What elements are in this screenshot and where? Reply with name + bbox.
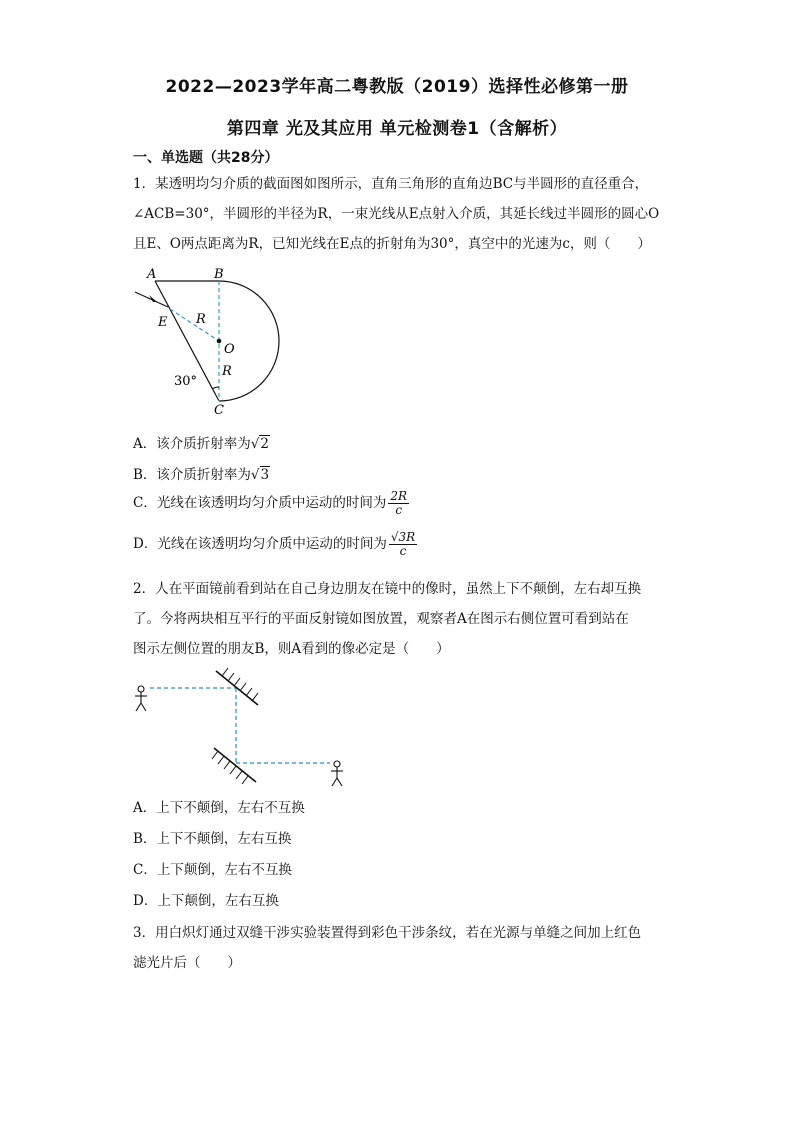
- q1-stem-line1: 1．某透明均匀介质的截面图如图所示，直角三角形的直角边BC与半圆形的直径重合，: [133, 176, 649, 192]
- q1-figure: [130, 262, 290, 422]
- q1-stem-line3: 且E、O两点距离为R，已知光线在E点的折射角为30°，真空中的光速为c，则（ ）: [133, 236, 651, 252]
- lower-mirror: [212, 748, 256, 784]
- label-R-upper: R: [196, 312, 206, 327]
- q3-stem-line2: 滤光片后（ ）: [133, 955, 241, 971]
- person-a-icon: [331, 761, 343, 786]
- q1-option-b-text: B．该介质折射率为: [133, 467, 251, 483]
- label-A: A: [147, 267, 157, 282]
- label-E: E: [158, 315, 168, 330]
- segment-EO-dashed: [170, 309, 219, 341]
- q1-option-c[interactable]: [133, 490, 409, 517]
- q2-figure: [130, 665, 360, 790]
- label-angle: 30°: [174, 374, 198, 389]
- q1-option-b[interactable]: [133, 463, 270, 483]
- q2-stem-line1: 2．人在平面镜前看到站在自己身边朋友在镜中的像时，虽然上下不颠倒，左右却互换: [133, 581, 642, 597]
- sqrt-sign-icon: √2: [250, 436, 269, 452]
- page-title-line2: 第四章 光及其应用 单元检测卷1（含解析）: [226, 119, 568, 139]
- label-B: B: [214, 267, 224, 282]
- q1-option-a[interactable]: [133, 432, 270, 452]
- angle-arc: [212, 387, 219, 389]
- q1-option-c-text: C．光线在该透明均匀介质中运动的时间为: [133, 495, 387, 511]
- incident-ray: [135, 292, 168, 307]
- label-C: C: [214, 403, 224, 418]
- q1-stem-line2: ∠ACB=30°，半圆形的半径为R，一束光线从E点射入介质，其延长线过半圆形的圆心O: [133, 206, 660, 222]
- q2-option-c[interactable]: C．上下颠倒，左右不互换: [133, 862, 292, 878]
- section-heading: 一、单选题（共28分）: [133, 150, 279, 166]
- fraction-denominator: c: [399, 544, 407, 558]
- q1-option-d-text: D．光线在该透明均匀介质中运动的时间为: [133, 536, 387, 552]
- page-title-line1: 2022—2023学年高二粤教版（2019）选择性必修第一册: [165, 77, 629, 97]
- q2-stem-line2: 了。今将两块相互平行的平面反射镜如图放置，观察者A在图示右侧位置可看到站在: [133, 611, 629, 627]
- center-dot: [217, 339, 222, 344]
- q2-option-b[interactable]: B．上下不颠倒，左右互换: [133, 831, 292, 847]
- q3-stem-line1: 3．用白炽灯通过双缝干涉实验装置得到彩色干涉条纹，若在光源与单缝之间加上红色: [133, 925, 642, 941]
- q2-option-d[interactable]: D．上下颠倒，左右互换: [133, 893, 279, 909]
- fraction-denominator: c: [395, 503, 403, 517]
- q2-stem-line3: 图示左侧位置的朋友B，则A看到的像必定是（ ）: [133, 641, 450, 657]
- semicircle-arc: [219, 281, 279, 401]
- q1-option-d-fraction: [389, 531, 417, 558]
- q1-option-a-text: A．该介质折射率为: [133, 436, 251, 452]
- q1-option-d[interactable]: [133, 531, 417, 558]
- upper-mirror: [216, 668, 258, 705]
- sqrt-sign-icon: √3: [250, 467, 270, 483]
- q1-option-a-radicand: 2: [260, 436, 269, 452]
- q1-option-c-fraction: [388, 490, 409, 517]
- label-O: O: [224, 342, 235, 357]
- label-R-lower: R: [222, 364, 232, 379]
- fraction-numerator: 2R: [390, 489, 408, 503]
- q1-option-b-radicand: 3: [260, 467, 270, 483]
- q2-option-a[interactable]: A．上下不颠倒，左右不互换: [133, 800, 305, 816]
- fraction-numerator: √3R: [390, 530, 416, 544]
- person-b-icon: [135, 686, 147, 711]
